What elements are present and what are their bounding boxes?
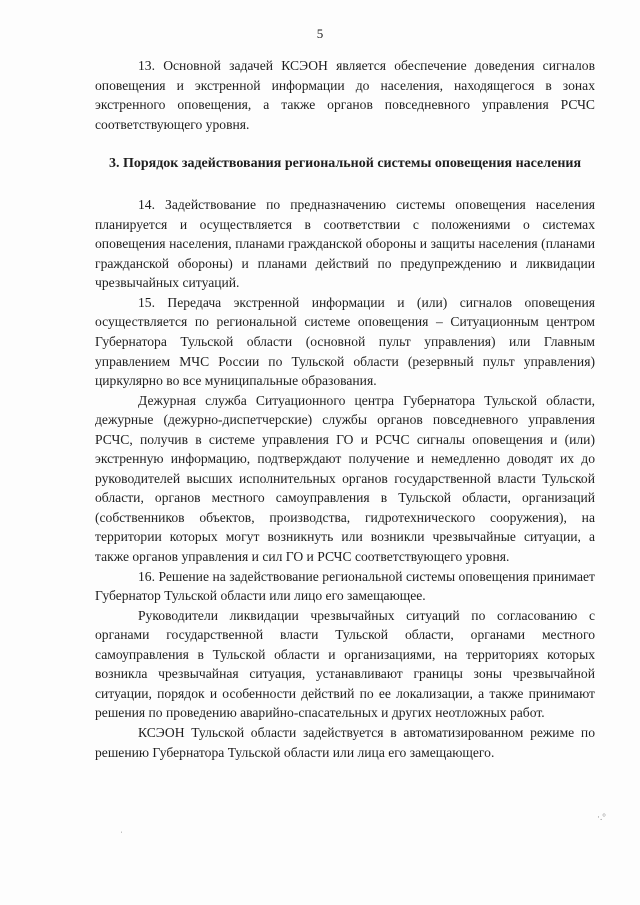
page-number: 5 [316, 26, 324, 41]
document-body [95, 56, 595, 762]
paragraph-16: 16. Решение на задействование региональной системы оповещения принимает Губернатор Тульской области или лицо его замещающее. [95, 568, 595, 604]
paragraph-15: 15. Передача экстренной информации и (или) сигналов оповещения осуществляется по региональной системе оповещения – Ситуационным центром Губернатора Тульской области (основной пульт управления) или Главным управлением МЧС России по Тульской области (резервный пульт управления) циркулярно во все муниципальные образования. [95, 294, 595, 389]
paragraph-13: 13. Основной задачей КСЭОН является обеспечение доведения сигналов оповещения и экстренной информации до населения, находящегося в зонах экстренного оповещения, а также органов повседневного управления РСЧС соответствующего уровня. [95, 58, 595, 132]
section-heading: 3. Порядок задействования региональной системы оповещения населения [108, 156, 582, 172]
paragraph-emergency-managers: Руководители ликвидации чрезвычайных ситуаций по согласованию с органами государственной власти Тульской области, органами местного самоуправления в Тульской области и организациями, на территориях которых возникла чрезвычайная ситуация, устанавливают границы зоны чрезвычайной ситуации, порядок и особенности действий по ее локализации, а также принимают решения по проведению аварийно-спасательных и других неотложных работ. [95, 607, 595, 721]
paragraph-14: 14. Задействование по предназначению системы оповещения населения планируется и осуществляется в соответствии с положениями о системах оповещения населения, планами гражданской обороны и защиты населения (планами гражданской обороны) и планами действий по предупреждению и ликвидации чрезвычайных ситуаций. [95, 197, 595, 291]
scan-speck: ·.° [597, 812, 606, 822]
scan-speck: ˌ [120, 823, 123, 833]
paragraph-kseon: КСЭОН Тульской области задействуется в автоматизированном режиме по решению Губернатора Тульской области или лица его замещающего. [95, 724, 595, 760]
paragraph-duty-service: Дежурная служба Ситуационного центра Губернатора Тульской области, дежурные (дежурно-диспетчерские) службы органов повседневного управления РСЧС, получив в системе управления ГО и РСЧС сигналы оповещения и (или) экстренную информацию, подтверждают получение и немедленно доводят их до руководителей высших исполнительных органов государственной власти Тульской области, органов местного самоуправления в Тульской области, организаций (собственников объектов, производства, гидротехнического сооружения), на территории которых могут возникнуть или возникли чрезвычайные ситуации, а также органов управления и сил ГО и РСЧС соответствующего уровня. [95, 392, 595, 565]
